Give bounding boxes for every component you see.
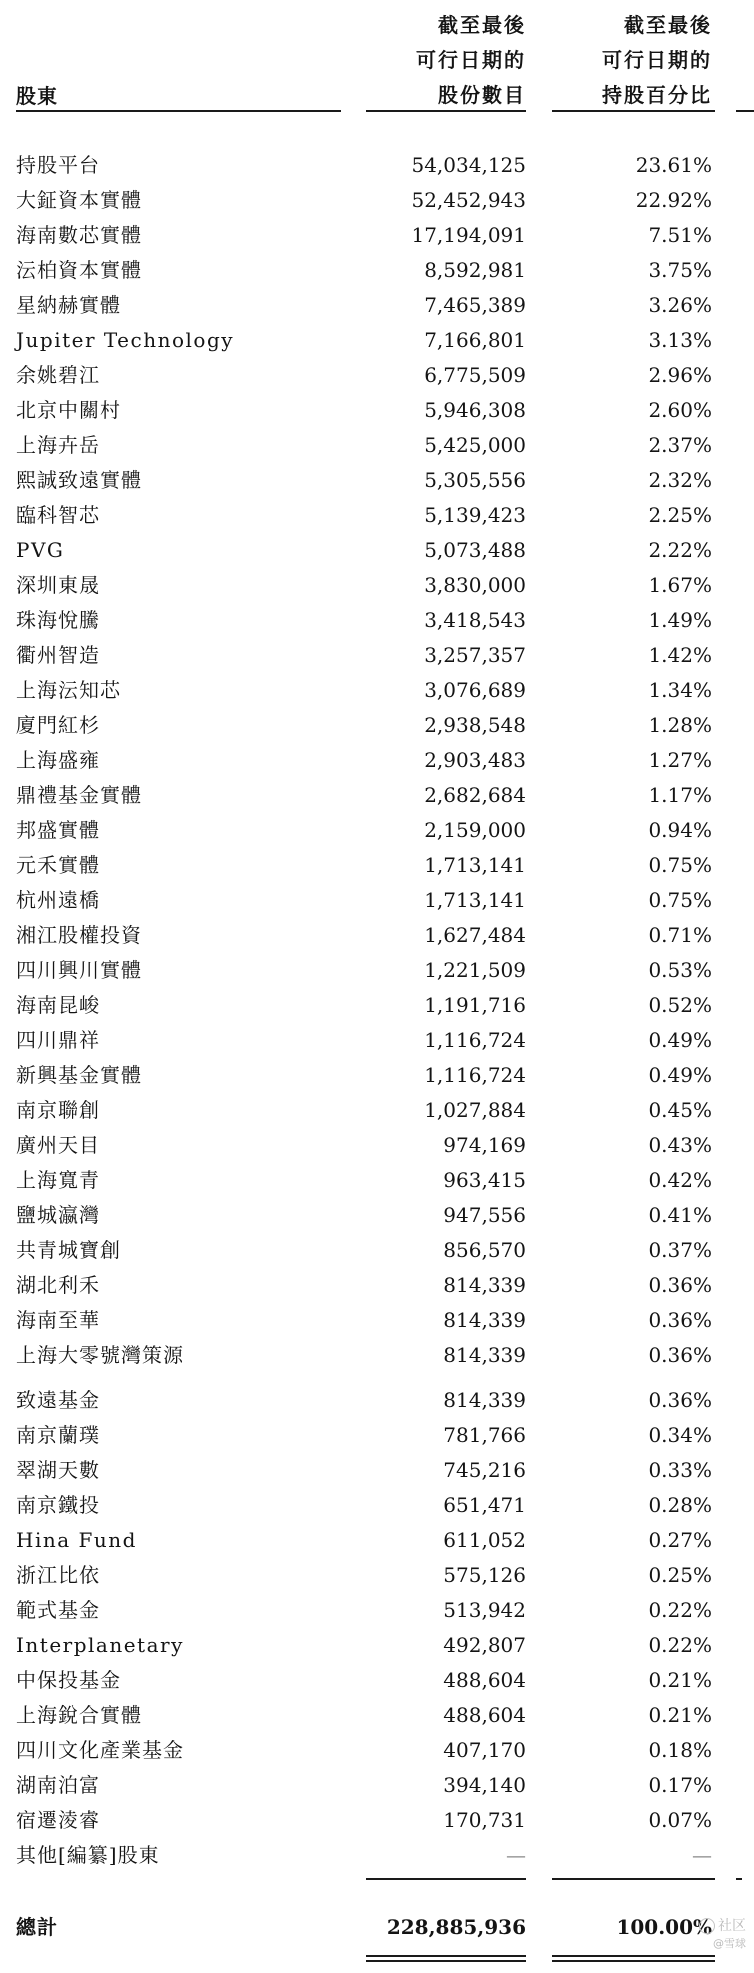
shareholder-name: 四川興川實體 (16, 958, 142, 982)
table-row (0, 848, 754, 883)
shareholder-name: 新興基金實體 (16, 1063, 142, 1087)
table-row (0, 1418, 754, 1453)
shareholder-name: 海南數芯實體 (16, 223, 142, 247)
total-label: 總計 (16, 1915, 58, 1939)
share-count: 1,221,509 (424, 958, 526, 982)
shareholding-percentage: 0.34% (648, 1423, 712, 1447)
header-underline-pct (552, 110, 715, 112)
shareholder-name: 四川文化產業基金 (16, 1738, 184, 1762)
table-row (0, 778, 754, 813)
share-count: 3,418,543 (424, 608, 526, 632)
shareholder-name: Hina Fund (16, 1528, 137, 1552)
shareholder-name: 珠海悅騰 (16, 608, 100, 632)
shareholding-percentage: 0.18% (648, 1738, 712, 1762)
shareholder-name: 鹽城瀛灣 (16, 1203, 100, 1227)
table-body (0, 148, 754, 1873)
shareholder-name: 北京中關村 (16, 398, 121, 422)
table-row (0, 1733, 754, 1768)
share-count: 5,946,308 (424, 398, 526, 422)
shares-header-line-1: 截至最後 (438, 13, 526, 37)
table-row (0, 603, 754, 638)
shareholding-percentage: 0.49% (648, 1028, 712, 1052)
shareholding-percentage: 1.42% (648, 643, 712, 667)
shareholding-percentage: 1.67% (648, 573, 712, 597)
shareholding-percentage: 0.27% (648, 1528, 712, 1552)
table-row (0, 673, 754, 708)
share-count: 2,938,548 (424, 713, 526, 737)
shareholding-percentage: 1.27% (648, 748, 712, 772)
shareholder-name: 余姚碧江 (16, 363, 100, 387)
share-count: 5,305,556 (424, 468, 526, 492)
table-row (0, 288, 754, 323)
share-count: 947,556 (443, 1203, 526, 1227)
table-row (0, 148, 754, 183)
shareholder-name: 衢州智造 (16, 643, 100, 667)
share-count: 488,604 (443, 1668, 526, 1692)
total-double-rule-pct-bottom (552, 1960, 715, 1962)
table-row (0, 918, 754, 953)
share-count: 814,339 (443, 1273, 526, 1297)
subtotal-rule-pct (552, 1878, 715, 1880)
shareholding-percentage: 0.75% (648, 853, 712, 877)
table-row (0, 568, 754, 603)
subtotal-rule-shares (366, 1878, 526, 1880)
shareholding-percentage: 0.22% (648, 1633, 712, 1657)
table-row (0, 1838, 754, 1873)
share-count: 54,034,125 (411, 153, 526, 177)
shareholder-name: 沄柏資本實體 (16, 258, 142, 282)
shareholding-percentage: 0.53% (648, 958, 712, 982)
subtotal-rule-edge (736, 1878, 742, 1880)
shareholding-percentage: 0.94% (648, 818, 712, 842)
shareholding-percentage: 0.21% (648, 1668, 712, 1692)
table-row (0, 1093, 754, 1128)
shareholder-name: 鼎禮基金實體 (16, 783, 142, 807)
share-count: 3,257,357 (424, 643, 526, 667)
watermark-line-2: @雪球 (713, 1937, 746, 1950)
table-row (0, 1663, 754, 1698)
header-underline-edge (736, 110, 754, 112)
table-row (0, 428, 754, 463)
share-count: 1,713,141 (424, 888, 526, 912)
table-row (0, 813, 754, 848)
shareholder-name: 邦盛實體 (16, 818, 100, 842)
share-count: 2,159,000 (424, 818, 526, 842)
header-underline-shares (366, 110, 526, 112)
shareholder-name: Interplanetary (16, 1633, 184, 1657)
table-row (0, 1163, 754, 1198)
share-count: 513,942 (443, 1598, 526, 1622)
table-row (0, 953, 754, 988)
shareholder-name: 湘江股權投資 (16, 923, 142, 947)
table-row (0, 218, 754, 253)
share-count: 5,139,423 (424, 503, 526, 527)
shareholding-percentage: 2.32% (648, 468, 712, 492)
share-count: 745,216 (443, 1458, 526, 1482)
table-row (0, 1488, 754, 1523)
share-count: 5,425,000 (424, 433, 526, 457)
shareholding-percentage: 2.22% (648, 538, 712, 562)
total-double-rule-shares-top (366, 1955, 526, 1957)
share-count: 7,166,801 (424, 328, 526, 352)
table-row (0, 988, 754, 1023)
shareholding-percentage: 0.43% (648, 1133, 712, 1157)
shareholder-name: 浙江比依 (16, 1563, 100, 1587)
table-row (0, 1628, 754, 1663)
shareholder-name: 星納赫實體 (16, 293, 121, 317)
total-row (0, 1910, 754, 1950)
shareholder-name: 中保投基金 (16, 1668, 121, 1692)
share-count: 8,592,981 (424, 258, 526, 282)
shareholding-percentage: 0.36% (648, 1308, 712, 1332)
table-row (0, 533, 754, 568)
table-row (0, 1698, 754, 1733)
shareholder-name: 元禾實體 (16, 853, 100, 877)
shareholding-percentage: 3.26% (648, 293, 712, 317)
shareholder-name: 南京蘭璞 (16, 1423, 100, 1447)
table-row (0, 1233, 754, 1268)
shareholding-percentage: 2.96% (648, 363, 712, 387)
share-count: 2,682,684 (424, 783, 526, 807)
share-count: 1,116,724 (424, 1063, 526, 1087)
shareholder-name: 其他[編纂]股東 (16, 1843, 160, 1867)
share-count: — (506, 1843, 526, 1867)
share-count: 17,194,091 (411, 223, 526, 247)
table-row (0, 1523, 754, 1558)
shareholding-percentage: 7.51% (648, 223, 712, 247)
share-count: 1,627,484 (424, 923, 526, 947)
shareholder-name: 上海銳合實體 (16, 1703, 142, 1727)
shareholder-name: 湖北利禾 (16, 1273, 100, 1297)
share-count: 52,452,943 (411, 188, 526, 212)
shares-column-header (366, 8, 526, 113)
shareholder-name: 上海沄知芯 (16, 678, 121, 702)
header-underline-shareholder (16, 110, 341, 112)
shareholding-percentage: — (692, 1843, 712, 1867)
share-count: 814,339 (443, 1308, 526, 1332)
shareholder-name: 臨科智芯 (16, 503, 100, 527)
shareholder-name: 翠湖天數 (16, 1458, 100, 1482)
share-count: 407,170 (443, 1738, 526, 1762)
shareholder-name: 範式基金 (16, 1598, 100, 1622)
table-row (0, 1303, 754, 1338)
shareholder-name: 上海寬青 (16, 1168, 100, 1192)
shareholding-percentage: 0.37% (648, 1238, 712, 1262)
shareholding-percentage: 0.36% (648, 1343, 712, 1367)
share-count: 3,830,000 (424, 573, 526, 597)
shareholding-percentage: 3.75% (648, 258, 712, 282)
share-count: 3,076,689 (424, 678, 526, 702)
shareholding-percentage: 0.21% (648, 1703, 712, 1727)
shareholding-percentage: 2.37% (648, 433, 712, 457)
table-row (0, 1453, 754, 1488)
table-row (0, 1268, 754, 1303)
watermark-line-1: 社区 (718, 1918, 746, 1934)
shareholding-percentage: 0.33% (648, 1458, 712, 1482)
shareholder-name: 持股平台 (16, 153, 100, 177)
shareholding-percentage: 0.25% (648, 1563, 712, 1587)
share-count: 1,116,724 (424, 1028, 526, 1052)
shareholder-name: 致遠基金 (16, 1388, 100, 1412)
total-double-rule-pct-top (552, 1955, 715, 1957)
table-row (0, 1803, 754, 1838)
shareholding-percentage: 0.41% (648, 1203, 712, 1227)
table-row (0, 1558, 754, 1593)
share-count: 2,903,483 (424, 748, 526, 772)
table-row (0, 1383, 754, 1418)
share-count: 492,807 (443, 1633, 526, 1657)
share-count: 1,027,884 (424, 1098, 526, 1122)
share-count: 575,126 (443, 1563, 526, 1587)
shareholding-percentage: 2.60% (648, 398, 712, 422)
shareholding-percentage: 1.28% (648, 713, 712, 737)
shareholding-percentage: 1.17% (648, 783, 712, 807)
share-count: 5,073,488 (424, 538, 526, 562)
table-row (0, 323, 754, 358)
shareholding-percentage: 2.25% (648, 503, 712, 527)
table-row (0, 393, 754, 428)
total-percentage: 100.00% (616, 1915, 712, 1939)
share-count: 7,465,389 (424, 293, 526, 317)
watermark-logo-icon (699, 1918, 715, 1934)
table-row (0, 1198, 754, 1233)
shareholding-percentage: 3.13% (648, 328, 712, 352)
shareholder-name: 湖南泊富 (16, 1773, 100, 1797)
table-row (0, 883, 754, 918)
shares-header-line-3: 股份數目 (438, 83, 526, 107)
shareholder-name: 上海大零號灣策源 (16, 1343, 184, 1367)
table-header (0, 0, 754, 112)
table-row (0, 638, 754, 673)
shareholder-name: 海南昆峻 (16, 993, 100, 1017)
pct-header-line-1: 截至最後 (624, 13, 712, 37)
shareholding-percentage: 0.36% (648, 1273, 712, 1297)
shareholder-name: 南京鐵投 (16, 1493, 100, 1517)
table-row (0, 1023, 754, 1058)
share-count: 651,471 (443, 1493, 526, 1517)
share-count: 170,731 (443, 1808, 526, 1832)
shareholding-percentage: 0.22% (648, 1598, 712, 1622)
shareholding-percentage: 0.17% (648, 1773, 712, 1797)
shareholder-name: 杭州遠橋 (16, 888, 100, 912)
shareholder-name: 熙誠致遠實體 (16, 468, 142, 492)
share-count: 814,339 (443, 1388, 526, 1412)
shareholding-percentage: 23.61% (635, 153, 712, 177)
shareholder-name: 廣州天目 (16, 1133, 100, 1157)
table-row (0, 708, 754, 743)
shareholding-percentage: 0.49% (648, 1063, 712, 1087)
shareholding-percentage: 0.45% (648, 1098, 712, 1122)
pct-header-line-2: 可行日期的 (602, 48, 712, 72)
share-count: 611,052 (443, 1528, 526, 1552)
shareholder-name: 上海卉岳 (16, 433, 100, 457)
shareholding-percentage: 0.52% (648, 993, 712, 1017)
share-count: 963,415 (443, 1168, 526, 1192)
shareholder-name: 共青城寶創 (16, 1238, 121, 1262)
shareholder-name: 海南至華 (16, 1308, 100, 1332)
shareholder-name: 大鉦資本實體 (16, 188, 142, 212)
shares-header-line-2: 可行日期的 (416, 48, 526, 72)
share-count: 856,570 (443, 1238, 526, 1262)
share-count: 814,339 (443, 1343, 526, 1367)
share-count: 1,191,716 (424, 993, 526, 1017)
pct-header-line-3: 持股百分比 (602, 83, 712, 107)
table-row (0, 358, 754, 393)
share-count: 6,775,509 (424, 363, 526, 387)
shareholding-percentage: 0.42% (648, 1168, 712, 1192)
table-row (0, 253, 754, 288)
shareholder-name: 南京聯創 (16, 1098, 100, 1122)
total-double-rule-shares-bottom (366, 1960, 526, 1962)
total-shares: 228,885,936 (386, 1915, 526, 1939)
shareholder-name: 上海盛雍 (16, 748, 100, 772)
table-row (0, 743, 754, 778)
table-row (0, 498, 754, 533)
shareholding-percentage: 0.36% (648, 1388, 712, 1412)
share-count: 974,169 (443, 1133, 526, 1157)
shareholding-percentage: 0.71% (648, 923, 712, 947)
shareholder-name: PVG (16, 538, 65, 562)
share-count: 488,604 (443, 1703, 526, 1727)
shareholder-name: 廈門紅杉 (16, 713, 100, 737)
table-row (0, 1593, 754, 1628)
shareholder-name: Jupiter Technology (16, 328, 235, 352)
watermark (699, 1918, 746, 1952)
share-count: 781,766 (443, 1423, 526, 1447)
table-row (0, 1058, 754, 1093)
table-row (0, 1338, 754, 1373)
percentage-column-header (552, 8, 712, 113)
table-row (0, 1768, 754, 1803)
shareholding-percentage: 0.28% (648, 1493, 712, 1517)
table-row (0, 463, 754, 498)
shareholding-percentage: 0.75% (648, 888, 712, 912)
shareholding-percentage: 0.07% (648, 1808, 712, 1832)
shareholding-percentage: 1.49% (648, 608, 712, 632)
shareholding-percentage: 22.92% (635, 188, 712, 212)
shareholding-percentage: 1.34% (648, 678, 712, 702)
shareholder-name: 宿遷淩睿 (16, 1808, 100, 1832)
table-row (0, 1128, 754, 1163)
table-row (0, 183, 754, 218)
share-count: 394,140 (443, 1773, 526, 1797)
shareholder-name: 四川鼎祥 (16, 1028, 100, 1052)
share-count: 1,713,141 (424, 853, 526, 877)
shareholder-name: 深圳東晟 (16, 573, 100, 597)
shareholder-column-header: 股東 (16, 84, 58, 108)
